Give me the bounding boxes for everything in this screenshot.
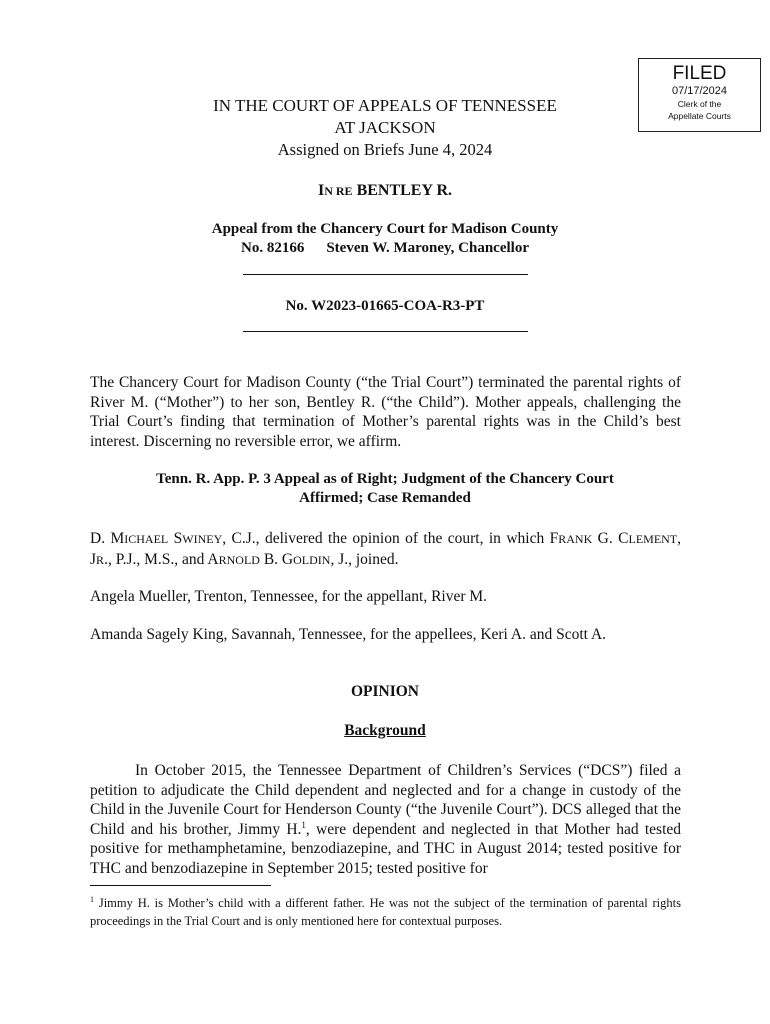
opinion-heading: OPINION [350,683,420,700]
court-location: AT JACKSON [334,118,436,137]
disposition: Tenn. R. App. P. 3 Appeal as of Right; Judgment of the Chancery Court Affirmed; Case Remanded [156,471,614,506]
stamp-date: 07/17/2024 [671,85,728,97]
appellant-counsel: Angela Mueller, Trenton, Tennessee, for the appellant, River M. [90,588,488,605]
stamp-courts-line: Appellate Courts [668,111,731,121]
authors-paragraph: D. MICHAEL SWINEY, C.J., delivered the opinion of the court, in which FRANK G. CLEMENT, JR., P.J., M.S., and ARNOLD B. GOLDIN, J., joined. [90,530,682,568]
appeal-from: Appeal from the Chancery Court for Madison County [211,221,559,237]
stamp-title: FILED [672,63,727,84]
footnote-divider [90,885,271,886]
court-name: IN THE COURT OF APPEALS OF TENNESSEE [213,96,557,115]
appeal-number-judge: No. 82166 Steven W. Maroney, Chancellor [241,240,529,256]
body-paragraph: In October 2015, the Tennessee Department of Children’s Services (“DCS”) filed a petition to adjudicate the Child dependent and neglected and for a change in custody of the Child in the Juvenile Court for Henderson County (“the Juvenile Court”). DCS alleged that the Child and his brother, Jimmy H.$^1$, were dependent and neglected in that Mother had tested positive for methamphetamine, benzodiazepine, and THC in August 2014; tested positive for THC and benzodiazepine in September 2015; tested positive for [90,762,681,877]
case-summary: The Chancery Court for Madison County (“the Trial Court”) terminated the parental rights of River M. (“Mother”) to her son, Bentley R. (“the Child”). Mother appeals, challenging the Trial Court’s finding that termination of Mother’s parental rights was in the Child’s best interest. Discerning no reversible error, we affirm. [90,374,681,450]
assigned-date: Assigned on Briefs June 4, 2024 [277,140,493,159]
background-heading: Background [344,722,426,739]
footnote-number: 1 [90,894,94,904]
case-title: IN RE BENTLEY R. [317,182,452,199]
footnote-ref[interactable]: 1 [301,819,306,830]
divider-top [243,274,528,275]
docket-number: No. W2023-01665-COA-R3-PT [285,298,485,314]
footnote: $^1$ Jimmy H. is Mother’s child with a different father. He was not the subject of the termination of parental rights proceedings in the Trial Court and is only mentioned here for contextual purposes. [90,894,681,928]
stamp-clerk-line: Clerk of the [677,99,722,109]
divider-bottom [243,331,528,332]
appellee-counsel: Amanda Sagely King, Savannah, Tennessee, for the appellees, Keri A. and Scott A. [90,626,607,643]
